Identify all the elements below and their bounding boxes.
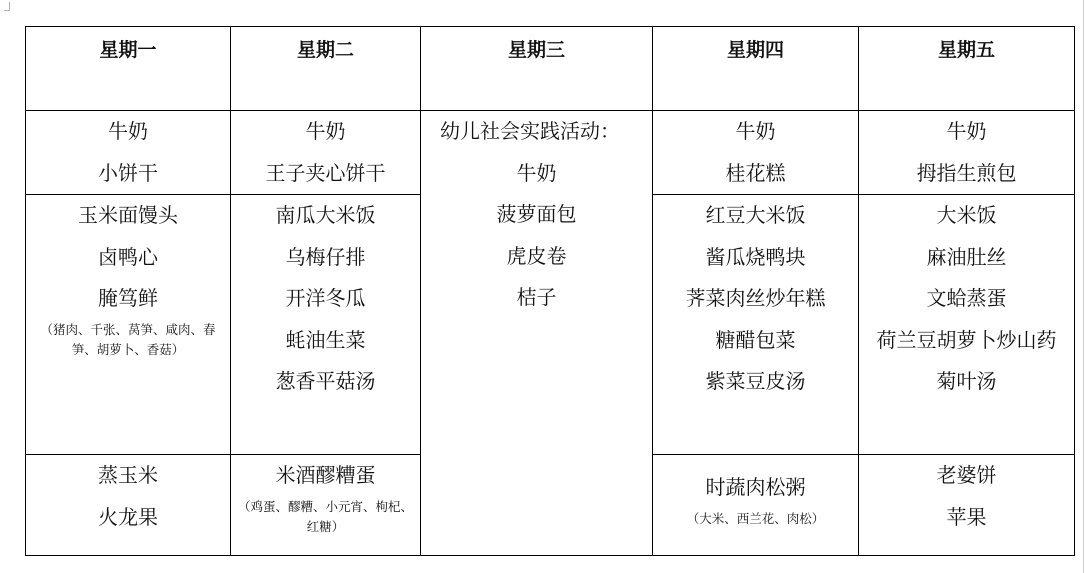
breakfast-friday [859,111,1075,195]
snack-monday [26,455,231,556]
header-wednesday [421,27,653,111]
menu-item: 时蔬肉松粥 [705,475,806,499]
lunch-monday [26,195,231,455]
page-corner-marker [4,2,10,11]
menu-item: 文蛤蒸蛋 [926,286,1007,310]
lunch-thursday [653,195,859,455]
snack-thursday [653,455,859,556]
wednesday-activity-cell [421,111,653,556]
menu-item: 苹果 [946,504,987,529]
menu-item: 卤鸭心 [98,244,158,269]
menu-item: 火龙果 [98,504,158,529]
header-label: 星期三 [507,39,565,61]
menu-item: 乌梅仔排 [285,244,366,269]
ingredient-note: （猪肉、千张、莴笋、咸肉、春笋、胡萝卜、香菇） [40,321,216,357]
menu-item: 小饼干 [98,160,158,185]
menu-item: 牛奶 [946,119,987,143]
breakfast-thursday [653,111,859,195]
menu-item: 糖醋包菜 [715,327,796,352]
activity-title: 幼儿社会实践活动： [440,119,620,143]
menu-item: 南瓜大米饭 [275,203,376,227]
menu-item: 桔子 [516,285,557,309]
ingredient-note: （鸡蛋、醪糟、小元宵、枸杞、红糖） [237,498,413,534]
breakfast-tuesday [231,111,421,195]
menu-item: 大米饭 [936,203,997,227]
header-friday [859,27,1075,111]
menu-item: 菊叶汤 [936,369,997,393]
header-label: 星期四 [726,39,784,61]
snack-friday [859,455,1075,556]
menu-item: 麻油肚丝 [926,244,1007,269]
menu-item: 牛奶 [516,160,557,185]
menu-item: 菠萝面包 [496,202,577,226]
menu-item: 酱瓜烧鸭块 [705,244,806,269]
header-label: 星期五 [937,39,995,61]
menu-item: 紫菜豆皮汤 [705,369,806,393]
menu-item: 牛奶 [108,119,148,143]
header-tuesday [231,27,421,111]
menu-item: 玉米面馒头 [78,203,178,227]
menu-item: 王子夹心饼干 [265,160,386,185]
menu-item: 牛奶 [305,119,346,143]
header-row [26,27,1075,111]
menu-item: 蒸玉米 [98,463,158,487]
menu-item: 开洋冬瓜 [285,286,366,310]
weekly-menu-table [25,26,1075,556]
menu-item: 米酒醪糟蛋 [275,463,376,487]
lunch-tuesday [231,195,421,455]
header-label: 星期一 [99,39,157,61]
menu-item: 拇指生煎包 [916,160,1017,185]
menu-item: 桂花糕 [725,160,786,185]
menu-item: 蚝油生菜 [285,327,366,352]
header-thursday [653,27,859,111]
menu-item: 虎皮卷 [506,243,567,268]
menu-item: 红豆大米饭 [705,203,806,227]
menu-item: 牛奶 [735,119,776,143]
ingredient-note: （大米、西兰花、肉松） [686,510,825,526]
lunch-friday [859,195,1075,455]
menu-item: 葱香平菇汤 [275,369,376,393]
breakfast-row [26,111,1075,195]
menu-item: 荠菜肉丝炒年糕 [685,286,826,310]
snack-tuesday [231,455,421,556]
breakfast-monday [26,111,231,195]
header-label: 星期二 [296,39,354,61]
menu-item: 荷兰豆胡萝卜炒山药 [876,327,1057,352]
menu-item: 腌笃鲜 [98,286,158,310]
menu-item: 老婆饼 [936,463,997,487]
header-monday [26,27,231,111]
